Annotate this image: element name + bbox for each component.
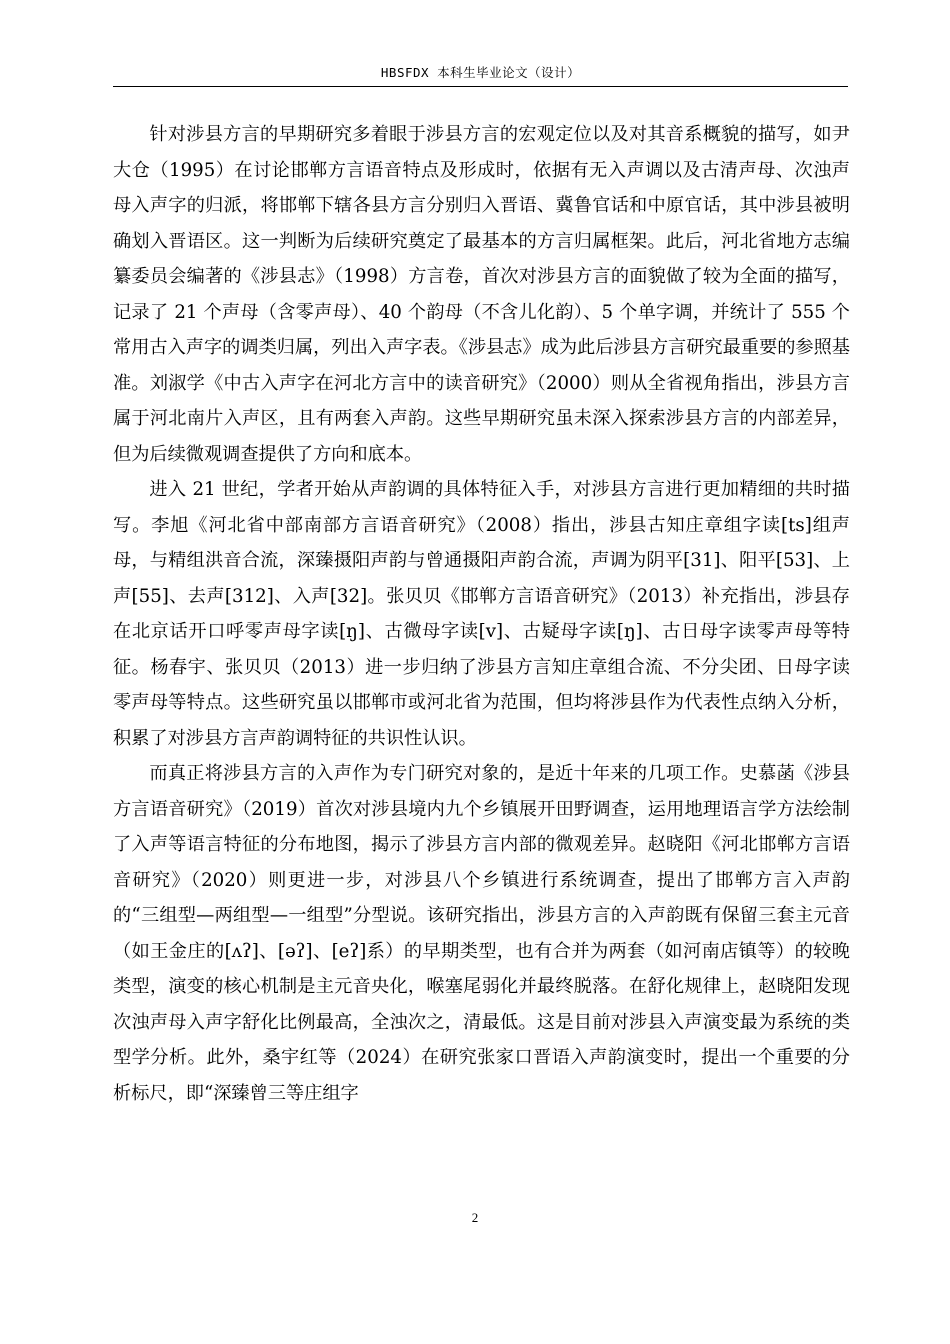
header-divider (113, 86, 848, 87)
paragraph-early-research: 针对涉县方言的早期研究多着眼于涉县方言的宏观定位以及对其音系概貌的描写，如尹大仓（1995）在讨论邯郸方言语音特点及形成时，依据有无入声调以及古清声母、次浊声母入声字的归派，将邯郸下辖各县方言分别归入晋语、冀鲁官话和中原官话，其中涉县被明确划入晋语区。这一判断为后续研究奠定了最基本的方言归属框架。此后，河北省地方志编纂委员会编著的《涉县志》（1998）方言卷，首次对涉县方言的面貌做了较为全面的描写，记录了 21 个声母（含零声母）、40 个韵母（不含儿化韵）、5 个单字调，并统计了 555 个常用古入声字的调类归属，列出入声字表。《涉县志》成为此后涉县方言研究最重要的参照基准。刘淑学《中古入声字在河北方言中的读音研究》（2000）则从全省视角指出，涉县方言属于河北南片入声区，且有两套入声韵。这些早期研究虽未深入探索涉县方言的内部差异，但为后续微观调查提供了方向和底本。 (113, 124, 850, 465)
body-text (113, 117, 850, 1111)
paragraph-entering-tone-research: 而真正将涉县方言的入声作为专门研究对象的，是近十年来的几项工作。史慕菡《涉县方言语音研究》（2019）首次对涉县境内九个乡镇展开田野调查，运用地理语言学方法绘制了入声等语言特征的分布地图，揭示了涉县方言内部的微观差异。赵晓阳《河北邯郸方言语音研究》（2020）则更进一步，对涉县八个乡镇进行系统调查，提出了邯郸方言入声韵的“三组型—两组型—一组型”分型说。该研究指出，涉县方言的入声韵既有保留三套主元音（如王金庄的[ʌʔ]、[əʔ]、[eʔ]系）的早期类型，也有合并为两套（如河南店镇等）的较晚类型，演变的核心机制是主元音央化，喉塞尾弱化并最终脱落。在舒化规律上，赵晓阳发现次浊声母入声字舒化比例最高，全浊次之，清最低。这是目前对涉县入声演变最为系统的类型学分析。此外，桑宇红等（2024）在研究张家口晋语入声韵演变时，提出一个重要的分析标尺，即“深臻曾三等庄组字 (113, 763, 850, 1104)
page-number: 2 (471, 1210, 479, 1225)
running-header: HBSFDX 本科生毕业论文（设计） (380, 65, 581, 80)
paragraph-21st-century-research: 进入 21 世纪，学者开始从声韵调的具体特征入手，对涉县方言进行更加精细的共时描写。李旭《河北省中部南部方言语音研究》（2008）指出，涉县古知庄章组字读[ts]组声母，与精组洪音合流，深臻摄阳声韵与曾通摄阳声韵合流，声调为阴平[31]、阳平[53]、上声[55]、去声[312]、入声[32]。张贝贝《邯郸方言语音研究》（2013）补充指出，涉县存在北京话开口呼零声母字读[ŋ]、古微母字读[v]、古疑母字读[ŋ]、古日母字读零声母等特征。杨春宇、张贝贝（2013）进一步归纳了涉县方言知庄章组合流、不分尖团、日母字读零声母等特点。这些研究虽以邯郸市或河北省为范围，但均将涉县作为代表性点纳入分析，积累了对涉县方言声韵调特征的共识性认识。 (113, 479, 850, 749)
